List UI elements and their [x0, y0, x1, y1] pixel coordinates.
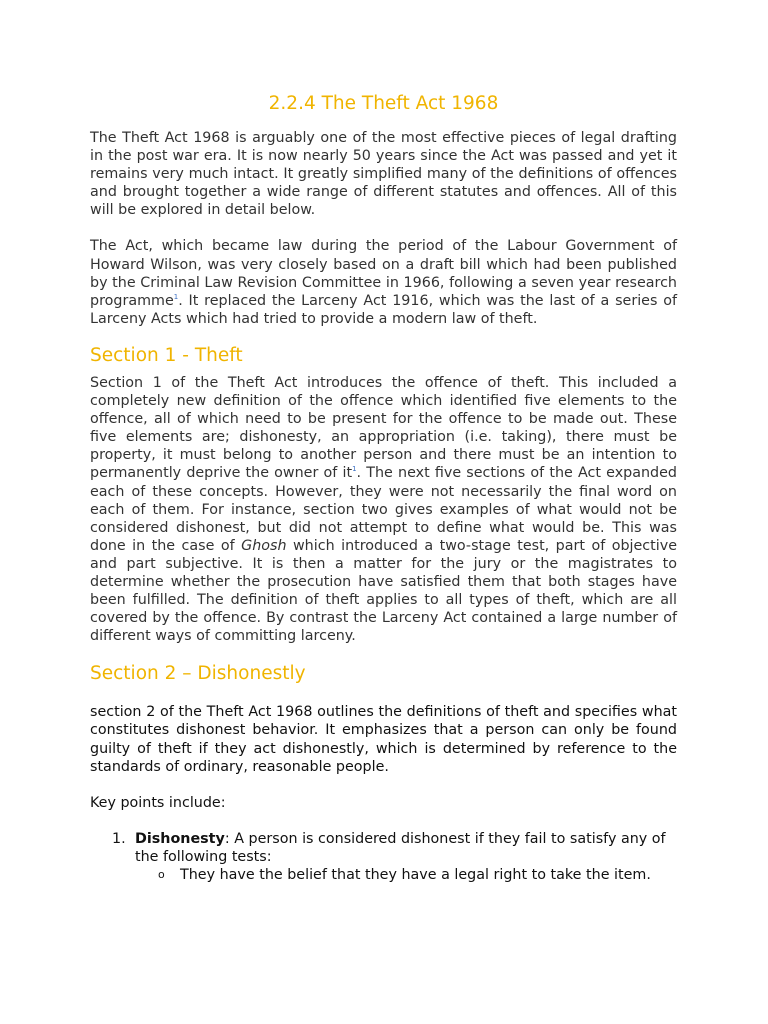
sub-list-item: [90, 866, 677, 884]
section-1-heading: Section 1 - Theft: [90, 344, 243, 366]
section-2-paragraph-2: Key points include:: [90, 794, 226, 811]
list-item-text: : A person is considered dishonest if they fail to satisfy any of the following tests:: [135, 830, 666, 865]
section-2-paragraph-1: section 2 of the Theft Act 1968 outlines the definitions of theft and specifies what constitutes dishonest behavior. It emphasizes that a person can only be found guilty of theft if they act dishonestly, which is determined by reference to the standards of ordinary, reasonable people.: [90, 704, 677, 775]
page-title: 2.2.4 The Theft Act 1968: [268, 93, 499, 114]
section-1-paragraph: [90, 374, 677, 645]
section-1-text-a: Section 1 of the Theft Act introduces the offence of theft. This included a completely new definition of the offence which identified five elements to the offence, all of which need to be present for the offence to be made out. These five elements are; dishonesty, an appropriation (i.e. taking), there must be property, it must belong to another person and there must be an intention to permanently deprive the owner of it: [90, 374, 677, 482]
key-points-list: [90, 830, 677, 884]
case-name-italic: Ghosh: [241, 537, 287, 554]
footnote-link[interactable]: 1: [352, 465, 357, 474]
list-item: [90, 830, 677, 866]
intro-paragraph-2-text-a: The Act, which became law during the period of the Labour Government of Howard Wilson, was very closely based on a draft bill which had been published by the Criminal Law Revision Committee in 1966, following a seven year research programme: [90, 238, 677, 309]
footnote-link[interactable]: 1: [173, 292, 179, 301]
intro-paragraph-2: [90, 237, 677, 327]
sub-bullet: o: [158, 868, 165, 881]
section-1-text-b: . The next five sections of the Act expanded each of these concepts. However, they were not necessarily the final word on each of them. For instance, section two gives examples of what would not be considered dishonest, but did not attempt to define what would be. This was done in the case of: [90, 465, 678, 554]
intro-paragraph-2-text-b: . It replaced the Larceny Act 1916, which was the last of a series of Larceny Acts which had tried to provide a modern law of theft.: [90, 292, 677, 327]
section-1-text-c: which introduced a two-stage test, part of objective and part subjective. It is then a matter for the jury or the magistrates to determine whether the prosecution have satisfied them that both stages have been fulfilled. The definition of theft applies to all types of theft, which are all covered by the offence. By contrast the Larceny Act contained a large number of different ways of committing larceny.: [90, 537, 677, 645]
document-page: [90, 92, 677, 884]
sub-list-item-text: They have the belief that they have a legal right to take the item.: [180, 867, 651, 883]
intro-paragraph-1: The Theft Act 1968 is arguably one of the most effective pieces of legal drafting in the post war era. It is now nearly 50 years since the Act was passed and yet it remains very much intact. It greatly simplified many of the definitions of offences and brought together a wide range of different statutes and offences. All of this will be explored in detail below.: [90, 130, 677, 219]
list-number: 1.: [112, 830, 126, 847]
list-item-bold: Dishonesty: [135, 830, 225, 847]
section-2-heading: Section 2 – Dishonestly: [90, 663, 306, 685]
